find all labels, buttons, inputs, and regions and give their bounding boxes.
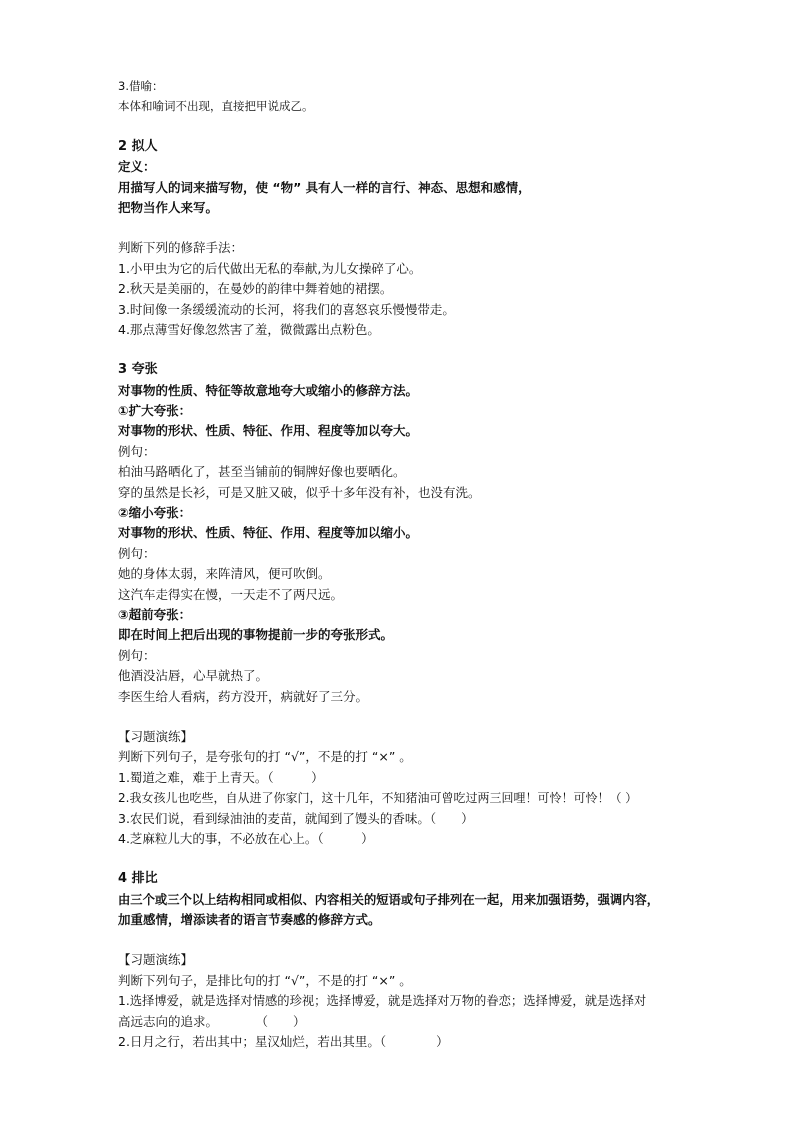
personification-heading: 2 拟人 <box>118 138 158 154</box>
hyperbole-definition: 对事物的性质、特征等故意地夸大或缩小的修辞方法。 <box>118 382 419 398</box>
metaphor-definition: 本体和喻词不出现，直接把甲说成乙。 <box>118 99 314 114</box>
exercise-heading: 【习题演练】 <box>118 952 194 968</box>
shrink-hyperbole-definition: 对事物的形状、性质、特征、作用、程度等加以缩小。 <box>118 525 419 541</box>
exercise-item: 1.选择博爱，就是选择对情感的珍视；选择博爱，就是选择对万物的眷恋；选择博爱，就是选择对 <box>118 994 647 1009</box>
exercise-item: 3.农民们说，看到绿油油的麦苗，就闻到了馒头的香味。（ ） <box>118 810 474 826</box>
exercise-item: 1.蜀道之难，难于上青天。（ ） <box>118 769 324 785</box>
parallelism-def-line1: 由三个或三个以上结构相同或相似、内容相关的短语或句子排列在一起，用来加强语势，强调内容， <box>118 892 660 907</box>
example-sentence: 他酒没沾唇，心早就热了。 <box>118 668 269 684</box>
exercise-heading: 【习题演练】 <box>118 728 194 744</box>
expand-hyperbole-definition: 对事物的形状、性质、特征、作用、程度等加以夸大。 <box>118 423 419 439</box>
personification-prompt: 判断下列的修辞手法： <box>118 240 244 256</box>
parallelism-heading: 4 排比 <box>118 871 158 887</box>
example-label: 例句： <box>118 545 156 561</box>
example-sentence: 柏油马路晒化了，甚至当铺前的铜牌好像也要晒化。 <box>118 464 406 480</box>
example-label: 例句： <box>118 647 156 663</box>
metaphor-subheading: 3.借喻： <box>118 79 164 93</box>
parallelism-def-line2: 加重感情，增添读者的语言节奏感的修辞方式。 <box>118 912 381 928</box>
personification-def-line2: 把物当作人来写。 <box>118 199 219 215</box>
expand-hyperbole-label: ①扩大夸张： <box>118 403 192 419</box>
advance-hyperbole-label: ③超前夸张： <box>118 606 192 622</box>
example-label: 例句： <box>118 443 156 459</box>
exercise-item-continued: 高远志向的追求。 （ ） <box>118 1013 306 1029</box>
example-sentence: 这汽车走得实在慢，一天走不了两尺远。 <box>118 586 344 602</box>
personification-def-line1: 用描写人的词来描写物，使 “物” 具有人一样的言行、神态、思想和感情， <box>118 179 531 195</box>
example-sentence: 她的身体太弱，来阵清风，便可吹倒。 <box>118 566 331 582</box>
hyperbole-heading: 3 夸张 <box>118 362 158 378</box>
exercise-item: 4.芝麻粒儿大的事，不必放在心上。（ ） <box>118 830 374 846</box>
personification-def-label: 定义： <box>118 159 156 175</box>
document-content <box>118 76 728 1052</box>
example-sentence: 穿的虽然是长衫，可是又脏又破，似乎十多年没有补，也没有洗。 <box>118 484 481 500</box>
example-sentence: 李医生给人看病，药方没开，病就好了三分。 <box>118 688 369 704</box>
advance-hyperbole-definition: 即在时间上把后出现的事物提前一步的夸张形式。 <box>118 627 394 643</box>
list-item: 1.小甲虫为它的后代做出无私的奉献,为儿女操碎了心。 <box>118 260 422 276</box>
list-item: 3.时间像一条缓缓流动的长河，将我们的喜怒哀乐慢慢带走。 <box>118 301 455 317</box>
list-item: 2.秋天是美丽的，在曼妙的韵律中舞着她的裙摆。 <box>118 281 393 297</box>
exercise-item: 2.我女孩儿也吃些，自从进了你家门，这十几年，不知猪油可曾吃过两三回哩！可怜！可怜！（ ） <box>118 791 638 806</box>
exercise-prompt: 判断下列句子，是夸张句的打 “√”，不是的打 “×” 。 <box>118 749 412 765</box>
exercise-prompt: 判断下列句子，是排比句的打 “√”，不是的打 “×” 。 <box>118 972 412 988</box>
list-item: 4.那点薄雪好像忽然害了羞，微微露出点粉色。 <box>118 321 380 337</box>
shrink-hyperbole-label: ②缩小夸张： <box>118 505 192 521</box>
exercise-item: 2.日月之行，若出其中；星汉灿烂，若出其里。（ ） <box>118 1034 449 1050</box>
